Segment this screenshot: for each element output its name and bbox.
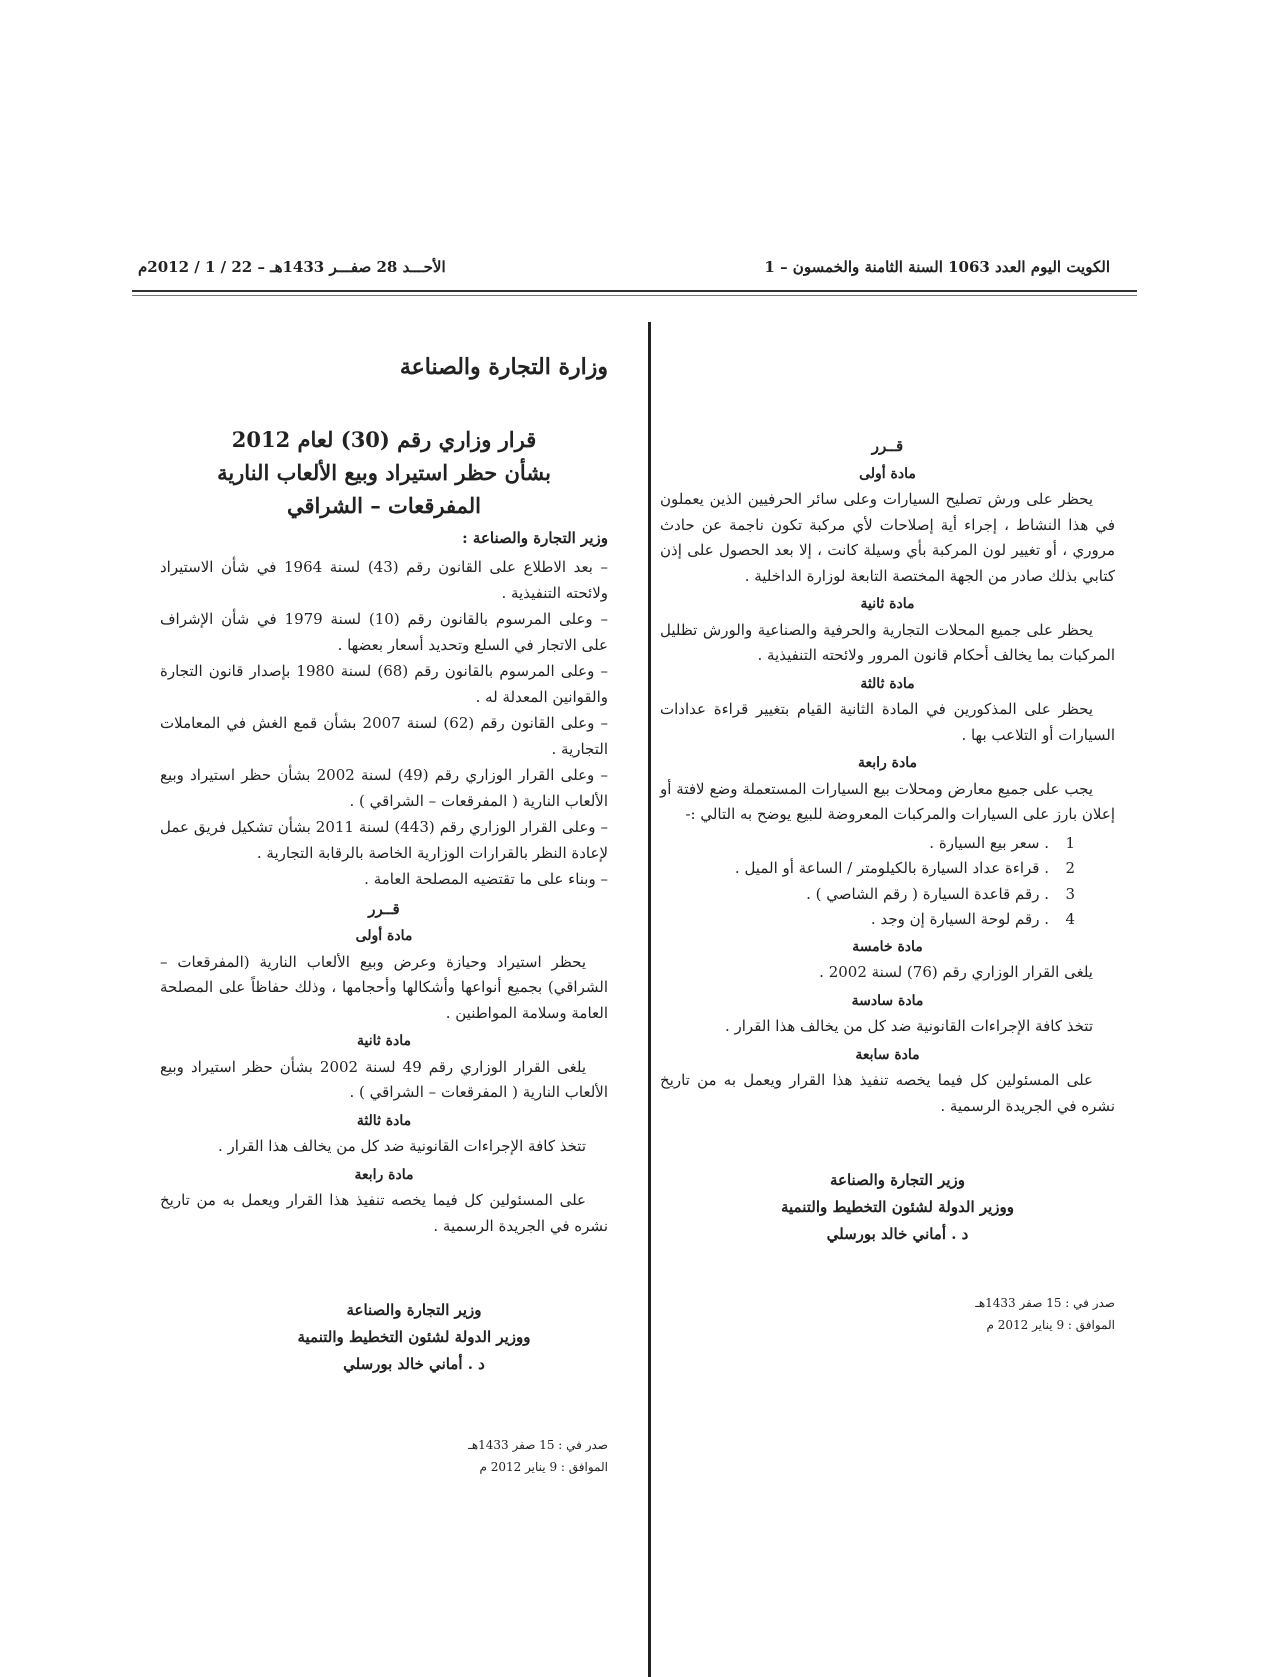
list-item-text: . رقم لوحة السيارة إن وجد . bbox=[870, 910, 1049, 928]
article-heading: مادة أولى bbox=[859, 465, 916, 482]
corresponding-date: الموافق : 9 يناير 2012 م bbox=[479, 1460, 608, 1474]
list-item-text: . رقم قاعدة السيارة ( رقم الشاصي ) . bbox=[806, 884, 1049, 903]
preamble-item: – وعلى القرار الوزاري رقم (49) لسنة 2002 بشأن حظر استيراد وبيع الألعاب النارية ( المفرقعات – الشراقي ) . bbox=[160, 766, 608, 810]
header-rule-top bbox=[132, 290, 1137, 292]
list-item-number: 4 bbox=[1065, 910, 1075, 928]
list-item-number: 1 bbox=[1065, 833, 1075, 852]
signature-title: ووزير الدولة لشئون التخطيط والتنمية bbox=[780, 1198, 1015, 1216]
signature-block bbox=[160, 1297, 608, 1378]
decree-subtitle: المفرقعات – الشراقي bbox=[287, 492, 481, 518]
article-body: على المسئولين كل فيما يخصه تنفيذ هذا القرار ويعمل به من تاريخ نشره في الجريدة الرسمية . bbox=[660, 1071, 1115, 1115]
article-body: تتخذ كافة الإجراءات القانونية ضد كل من يخالف هذا القرار . bbox=[217, 1137, 586, 1155]
article-body: يحظر على جميع المحلات التجارية والحرفية والصناعية والورش تظليل المركبات بما يخالف أحكام قانون المرور ولائحته التنفيذية . bbox=[660, 620, 1115, 664]
article-heading: مادة ثالثة bbox=[356, 1112, 412, 1129]
article-body: تتخذ كافة الإجراءات القانونية ضد كل من يخالف هذا القرار . bbox=[724, 1017, 1093, 1035]
article-heading: مادة رابعة bbox=[857, 755, 917, 771]
article-heading: مادة خامسة bbox=[852, 938, 923, 955]
issued-at: صدر في : 15 صفر 1433هـ bbox=[468, 1438, 608, 1452]
list-item bbox=[660, 882, 1075, 908]
minister-line: وزير التجارة والصناعة : bbox=[462, 528, 608, 547]
article-body: على المسئولين كل فيما يخصه تنفيذ هذا القرار ويعمل به من تاريخ نشره في الجريدة الرسمية . bbox=[160, 1191, 608, 1235]
header-issue-info: الكويت اليوم العدد 1063 السنة الثامنة والخمسون – 1 bbox=[764, 258, 1110, 276]
column-divider bbox=[648, 322, 651, 1677]
preamble-item: – وعلى المرسوم بالقانون رقم (68) لسنة 1980 بإصدار قانون التجارة والقوانين المعدلة له . bbox=[160, 662, 608, 706]
signature-title: وزير التجارة والصناعة bbox=[829, 1171, 966, 1189]
article-heading: مادة ثالثة bbox=[860, 675, 915, 692]
preamble-item: – وبناء على ما تقتضيه المصلحة العامة . bbox=[364, 870, 608, 888]
signature-block bbox=[660, 1167, 1115, 1248]
signature-name: د . أماني خالد بورسلي bbox=[826, 1225, 969, 1243]
preamble bbox=[160, 555, 608, 893]
header-date: الأحـــد 28 صفـــر 1433هـ – 22 / 1 / 2012م bbox=[138, 258, 446, 276]
list-item bbox=[660, 856, 1075, 882]
decree-subtitle: بشأن حظر استيراد وبيع الألعاب النارية bbox=[217, 459, 551, 485]
article-body: يحظر على ورش تصليح السيارات وعلى سائر الحرفيين الذين يعملون في هذا النشاط ، إجراء أية إصلاحات لأي مركبة تكون ناجمة عن حادث مروري ، أو تغيير لون المركبة بأي وسيلة كانت ، إلا بعد الحصول على إذن كتابي بذلك صادر من الجهة المختصة التابعة لوزارة الداخلية . bbox=[660, 490, 1115, 585]
header-rule-bottom bbox=[132, 295, 1137, 296]
article-body: يلغى القرار الوزاري رقم 49 لسنة 2002 بشأن حظر استيراد وبيع الألعاب النارية ( المفرقعات – الشراقي ) . bbox=[160, 1057, 608, 1101]
article-heading: مادة سابعة bbox=[855, 1046, 920, 1063]
article-heading: مادة رابعة bbox=[354, 1166, 414, 1183]
issue-date-block bbox=[660, 1292, 1115, 1336]
list-item-number: 2 bbox=[1065, 859, 1075, 877]
article-heading: مادة ثانية bbox=[860, 596, 915, 612]
signature-title: ووزير الدولة لشئون التخطيط والتنمية bbox=[297, 1328, 531, 1346]
signature-name: د . أماني خالد بورسلي bbox=[343, 1355, 485, 1373]
corresponding-date: الموافق : 9 يناير 2012 م bbox=[986, 1318, 1115, 1332]
signature-title: وزير التجارة والصناعة bbox=[346, 1301, 482, 1319]
decided-heading: قــرر bbox=[368, 899, 400, 918]
article-body: يجب على جميع معارض ومحلات بيع السيارات المستعملة وضع لافتة أو إعلان بارز على السيارات والمركبات المعروضة للبيع يوضح به التالي :- bbox=[660, 779, 1115, 823]
list-item-number: 3 bbox=[1065, 884, 1075, 903]
article-body: يحظر على المذكورين في المادة الثانية القيام بتغيير قراءة عدادات السيارات أو التلاعب بها . bbox=[660, 700, 1115, 744]
list-item-text: . قراءة عداد السيارة بالكيلومتر / الساعة أو الميل . bbox=[734, 859, 1049, 877]
preamble-item: – وعلى القرار الوزاري رقم (443) لسنة 2011 بشأن تشكيل فريق عمل لإعادة النظر بالقرارات الوزارية الخاصة بالرقابة التجارية . bbox=[160, 818, 608, 862]
article-heading: مادة أولى bbox=[355, 928, 413, 944]
preamble-item: – وعلى المرسوم بالقانون رقم (10) لسنة 1979 في شأن الإشراف على الاتجار في السلع وتحديد أسعار بعضها . bbox=[160, 610, 608, 654]
decided-heading: قــرر bbox=[871, 437, 904, 455]
article-heading: مادة سادسة bbox=[851, 992, 924, 1009]
decree-title: قرار وزاري رقم (30) لعام 2012 bbox=[231, 426, 537, 452]
article-heading: مادة ثانية bbox=[357, 1033, 411, 1049]
article-body: يحظر استيراد وحيازة وعرض وبيع الألعاب النارية (المفرقعات – الشراقي) بجميع أنواعها وأشكالها وأحجامها ، وذلك حفاظاً على المصلحة العامة وسلامة المواطنين . bbox=[160, 952, 608, 1022]
issue-date-block bbox=[160, 1434, 608, 1478]
preamble-item: – بعد الاطلاع على القانون رقم (43) لسنة 1964 في شأن الاستيراد ولائحته التنفيذية . bbox=[160, 558, 608, 602]
list-item bbox=[660, 831, 1075, 857]
list-item-text: . سعر بيع السيارة . bbox=[929, 833, 1049, 852]
right-column bbox=[660, 430, 1115, 1336]
left-column bbox=[160, 355, 608, 1478]
list-item bbox=[660, 907, 1075, 933]
requirements-list bbox=[660, 831, 1115, 933]
article-body: يلغى القرار الوزاري رقم (76) لسنة 2002 . bbox=[819, 963, 1093, 981]
issued-at: صدر في : 15 صفر 1433هـ bbox=[975, 1296, 1115, 1310]
preamble-item: – وعلى القانون رقم (62) لسنة 2007 بشأن قمع الغش في المعاملات التجارية . bbox=[160, 714, 608, 758]
ministry-heading: وزارة التجارة والصناعة bbox=[399, 354, 608, 380]
